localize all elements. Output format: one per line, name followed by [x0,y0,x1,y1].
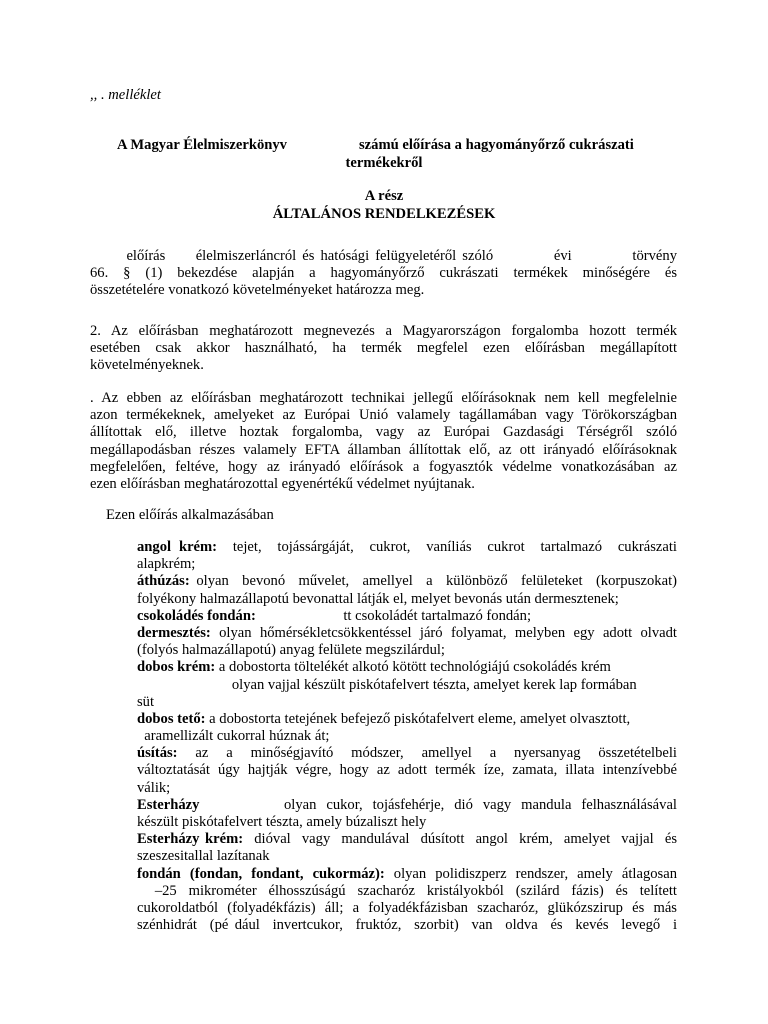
title-part-a: A Magyar Élelmiszerkönyv [117,137,287,153]
definition-line [137,573,677,590]
definition-line [137,745,677,762]
document-title-line2: termékekről [345,155,423,171]
definition-line [137,539,677,556]
paragraph-line: megállapodásban részes valamely EFTA államban állítottak elő, az ott irányadó előírásoknak [90,441,677,458]
definition-text: (folyós halmazállapotú) anyag felülete megszilárdul; [137,642,445,659]
document-title-line1 [117,137,634,154]
definition-line [137,728,677,745]
definition-line [137,814,677,831]
definition-line [137,848,677,865]
definition-text: aramellizált cukorral húznak át; [137,728,330,745]
annex-label: ,, . melléklet [90,87,161,103]
definition-line [137,883,677,900]
definition-text: olyan cukor, tojásfehérje, dió vagy mandula felhasználásával [199,796,677,813]
section-part-label: A rész [364,188,404,204]
paragraph-line: . Az ebben az előírásban meghatározott technikai jellegű előírásoknak nem kell megfelelnie [90,390,677,406]
definition-line [137,659,677,676]
definition-term: dobos tető: [137,710,206,727]
paragraph-line: azon termékeknek, amelyeket az Európai Unió valamely tagállamában vagy Törökországban [90,407,677,424]
definition-line [137,780,677,797]
section-heading: ÁLTALÁNOS RENDELKEZÉSEK [272,206,496,222]
definition-text: készült piskótafelvert tészta, amely búzaliszt hely [137,814,427,830]
definition-line [137,625,677,642]
definition-text: –25 mikrométer élhosszúságú szacharóz kristályokból (szilárd fázis) és telített [137,882,677,899]
definition-line [137,694,677,711]
definition-text: változtatását úgy hajtják végre, hogy az adott termék íze, zamata, illata intenzívebbé [137,762,677,779]
paragraph-line: állítottak elő, illetve hoztak forgalomba, vagy az Európai Gazdasági Térségről szóló [90,424,677,441]
definition-term: dobos krém: [137,659,216,676]
definition-text: a dobostorta tetejének befejező piskótafelvert eleme, amelyet olvasztott, [205,710,631,727]
definition-line [137,711,677,728]
definition-line [137,917,677,934]
paragraph-line: 66. § (1) bekezdése alapján a hagyományőrző cukrászati termékek minőségére és [90,265,677,282]
definition-text: szénhidrát (pé dául invertcukor, fruktóz, szorbit) van oldva és kevés levegő i [137,917,677,934]
definitions-list [137,539,677,934]
definition-line [137,556,677,573]
definition-line [137,642,677,659]
definition-term: fondán (fondan, fondant, cukormáz): [137,865,385,882]
title-part-b: számú előírása a hagyományőrző cukrászati [358,137,634,153]
paragraph-line: követelményeknek. [90,357,204,374]
definition-term: úsítás: [137,745,178,762]
paragraph-line: előírás élelmiszerláncról és hatósági felügyeletéről szóló évi törvény [90,248,677,264]
definition-text: olyan vajjal készült piskótafelvert tészta, amelyet kerek lap formában [137,676,637,693]
definition-text: tt csokoládét tartalmazó fondán; [255,607,531,624]
paragraph-1 [90,248,677,300]
definition-text: olyan polidiszperz rendszer, amely átlagosan [384,865,677,882]
definition-line [137,591,677,608]
definition-term: csokoládés fondán: [137,607,256,624]
definition-text: szeszesitallal lazítanak [137,848,270,865]
paragraph-line: megfelelően, feltéve, hogy az irányadó előírások a fogyasztók védelme vonatkozásában az [90,458,677,475]
definition-text: folyékony halmazállapotú bevonattal látják el, melyet bevonás után dermesztenek; [137,590,619,607]
paragraph-line: esetében csak akkor használható, ha termék megfelel ezen előírásban megállapított [90,340,677,357]
definition-text: az a minőségjavító módszer, amellyel a nyersanyag összetételbeli [177,745,677,762]
definition-term: Esterházy [137,796,200,813]
definition-line [137,900,677,917]
definition-line [137,762,677,779]
definition-line [137,608,677,625]
definition-text: dióval vagy mandulával dúsított angol krém, amelyet vajjal és [243,831,677,848]
paragraph-3 [90,390,677,493]
paragraph-line: összetételére vonatkozó követelményeket határozza meg. [90,282,425,299]
paragraph-2 [90,323,677,375]
definition-text: tejet, tojássárgáját, cukrot, vaníliás cukrot tartalmazó cukrászati [217,539,677,555]
definition-text: alapkrém; [137,556,196,573]
definition-text: olyan bevonó művelet, amellyel a különböző felületeket (korpuszokat) [189,573,677,590]
definition-line [137,677,677,694]
definition-text: süt [137,693,155,710]
definition-term: angol krém: [137,539,218,555]
definition-line [137,831,677,848]
definition-term: áthúzás: [137,573,190,590]
definition-text: olyan hőmérsékletcsökkentéssel járó folyamat, melyben egy adott olvadt [210,624,677,641]
definition-term: Esterházy krém: [137,831,244,848]
definition-line [137,797,677,814]
definition-text: a dobostorta töltelékét alkotó kötött technológiájú csokoládés krém [215,659,611,676]
definition-text: cukoroldatból (folyadékfázis) áll; a folyadékfázisban szacharóz, glükózszirup és más [137,899,677,916]
definition-line [137,866,677,883]
paragraph-4: Ezen előírás alkalmazásában [106,507,274,523]
definition-term: dermesztés: [137,624,211,641]
paragraph-line: 2. Az előírásban meghatározott megnevezés a Magyarországon forgalomba hozott termék [90,323,677,339]
definition-text: válik; [137,779,171,796]
paragraph-line: ezen előírásban meghatározottal egyenértékű védelmet nyújtanak. [90,476,475,493]
